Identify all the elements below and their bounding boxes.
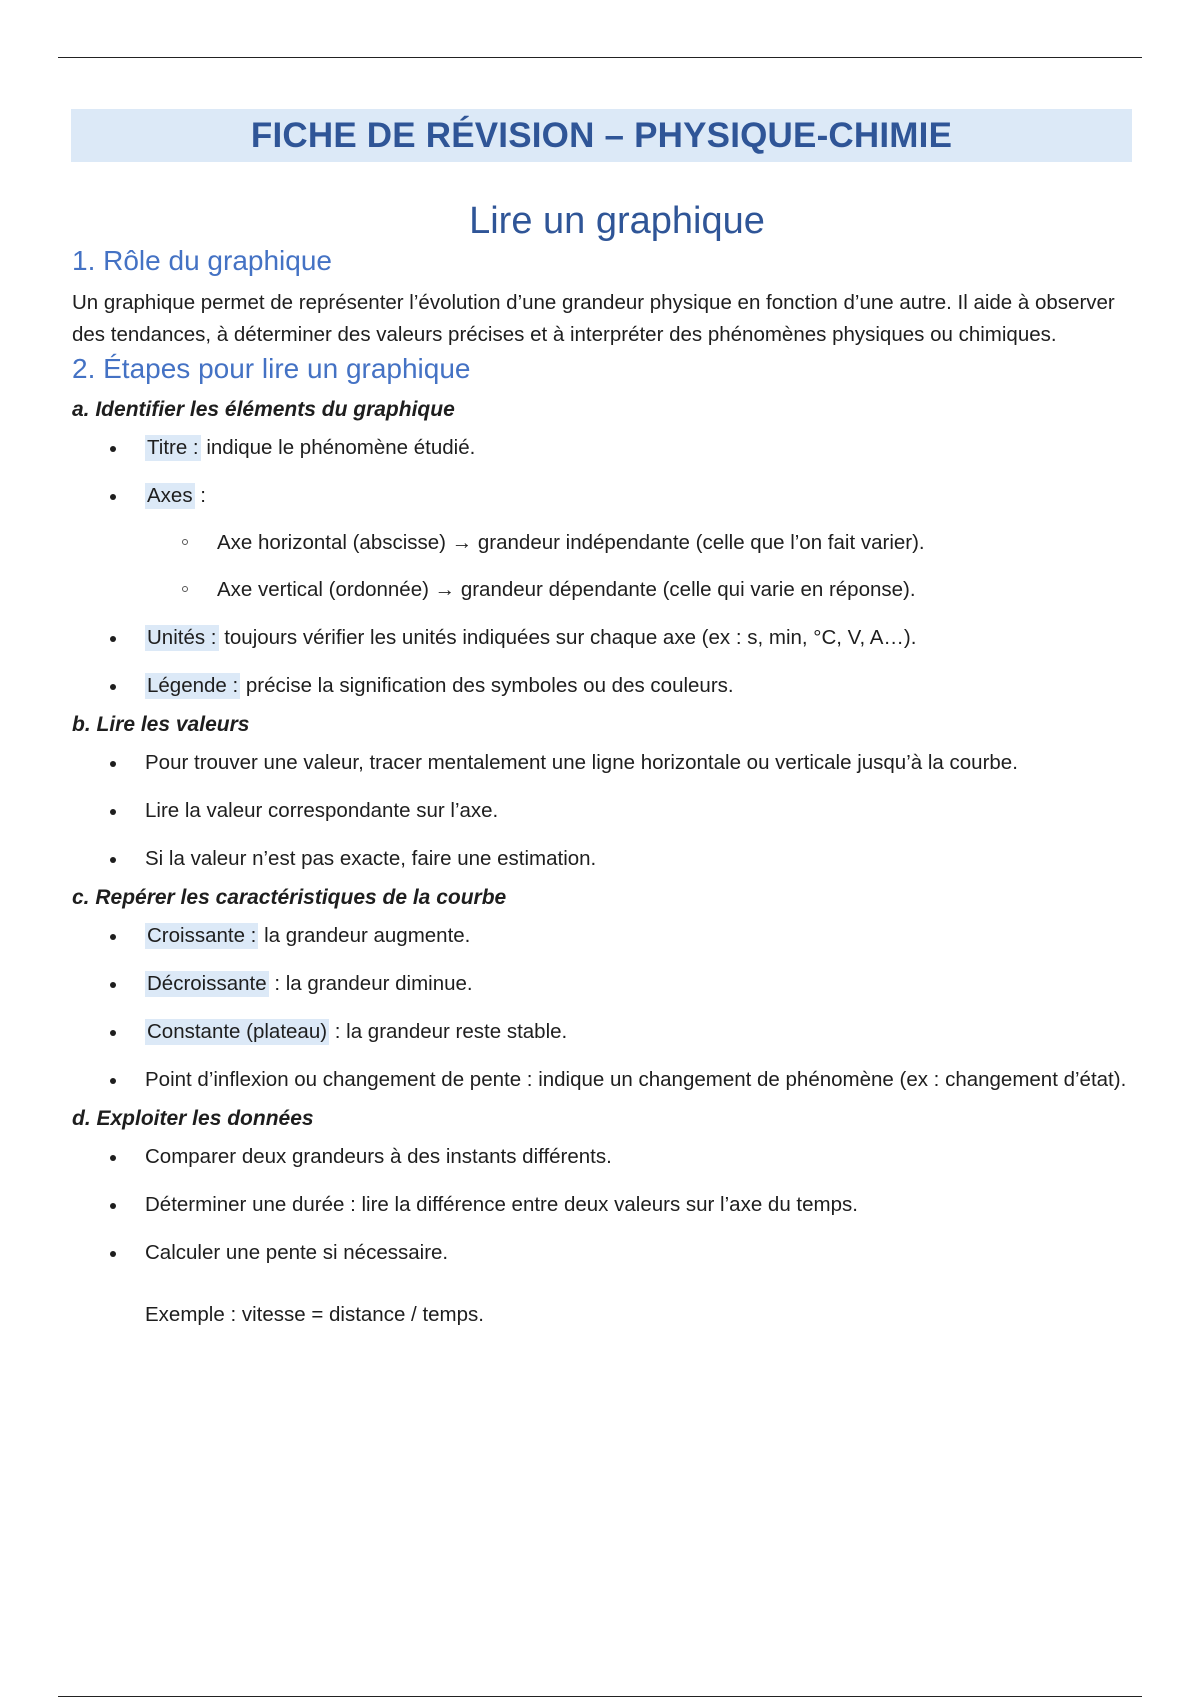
page-banner: FICHE DE RÉVISION – PHYSIQUE-CHIMIE [71,109,1132,162]
list-item [72,920,1132,952]
list-identify [72,432,1132,512]
item-text: Pour trouver une valeur, tracer mentalement une ligne horizontale ou verticale jusqu’à la courbe. [145,751,1018,774]
sublist-item [72,574,1132,606]
list-item [72,1189,1132,1221]
bullet-icon [110,1155,116,1161]
bullet-icon [110,1251,116,1257]
bullet-icon [110,446,116,452]
item-text: précise la signification des symboles ou des couleurs. [240,674,734,697]
subheading-read-values: b. Lire les valeurs [72,713,250,736]
list-item [72,968,1132,1000]
bullet-icon [110,636,116,642]
item-text: : [194,484,206,507]
list-item [72,480,1132,512]
subheading-identify: a. Identifier les éléments du graphique [72,398,455,421]
item-text: Axe vertical (ordonnée) → grandeur dépendante (celle qui varie en réponse). [217,578,916,601]
example-formula: Exemple : vitesse = distance / temps. [145,1303,484,1326]
highlighted-term: Axes [147,484,193,507]
list-item [72,747,1132,779]
section-heading-role: 1. Rôle du graphique [72,245,332,276]
bottom-rule [58,1696,1142,1697]
highlighted-term: Décroissante [147,972,267,995]
bullet-icon [110,857,116,863]
section-paragraph-role: Un graphique permet de représenter l’évolution d’une grandeur physique en fonction d’une autre. Il aide à observer des tendances, à déterminer des valeurs précises et à interpréter des phénomènes physiques ou chimiques. [72,291,1115,346]
circle-bullet-icon [182,539,188,545]
bullet-icon [110,809,116,815]
bullet-icon [110,761,116,767]
item-text: Point d’inflexion ou changement de pente : indique un changement de phénomène (ex : changement d’état). [145,1068,1127,1091]
circle-bullet-icon [182,586,188,592]
list-item [72,1016,1132,1048]
item-text: Déterminer une durée : lire la différence entre deux valeurs sur l’axe du temps. [145,1193,858,1216]
subheading-curve-features: c. Repérer les caractéristiques de la courbe [72,886,507,909]
item-text: Comparer deux grandeurs à des instants différents. [145,1145,612,1168]
subheading-exploit-data: d. Exploiter les données [72,1107,314,1130]
sublist-item [72,527,1132,559]
list-item [72,432,1132,464]
item-text: : la grandeur diminue. [268,972,473,995]
list-item [72,1064,1132,1096]
list-identify-continued [72,622,1132,702]
list-item [72,1237,1132,1269]
item-text: la grandeur augmente. [258,924,471,947]
bullet-icon [110,1078,116,1084]
highlighted-term: Légende : [147,674,239,697]
sublist-axes [72,527,1132,606]
bullet-icon [110,1203,116,1209]
list-curve-features [72,920,1132,1096]
section-heading-steps: 2. Étapes pour lire un graphique [72,353,471,384]
bullet-icon [110,494,116,500]
highlighted-term: Titre : [147,436,199,459]
list-item [72,795,1132,827]
bullet-icon [110,982,116,988]
item-text: toujours vérifier les unités indiquées sur chaque axe (ex : s, min, °C, V, A…). [218,626,917,649]
list-read-values [72,747,1132,875]
highlighted-term: Croissante : [147,924,257,947]
list-exploit-data [72,1141,1132,1269]
item-text: : la grandeur reste stable. [329,1020,568,1043]
list-item [72,622,1132,654]
top-rule [58,57,1142,58]
list-item [72,1141,1132,1173]
item-text: Si la valeur n’est pas exacte, faire une estimation. [145,847,597,870]
item-text: Axe horizontal (abscisse) → grandeur indépendante (celle que l’on fait varier). [217,531,925,554]
highlighted-term: Unités : [147,626,217,649]
bullet-icon [110,934,116,940]
list-item [72,843,1132,875]
list-item [72,670,1132,702]
item-text: Lire la valeur correspondante sur l’axe. [145,799,499,822]
document-body [72,109,1132,1331]
bullet-icon [110,1030,116,1036]
item-text: indique le phénomène étudié. [200,436,476,459]
highlighted-term: Constante (plateau) [147,1020,328,1043]
bullet-icon [110,684,116,690]
page-title: Lire un graphique [469,200,765,242]
item-text: Calculer une pente si nécessaire. [145,1241,449,1264]
